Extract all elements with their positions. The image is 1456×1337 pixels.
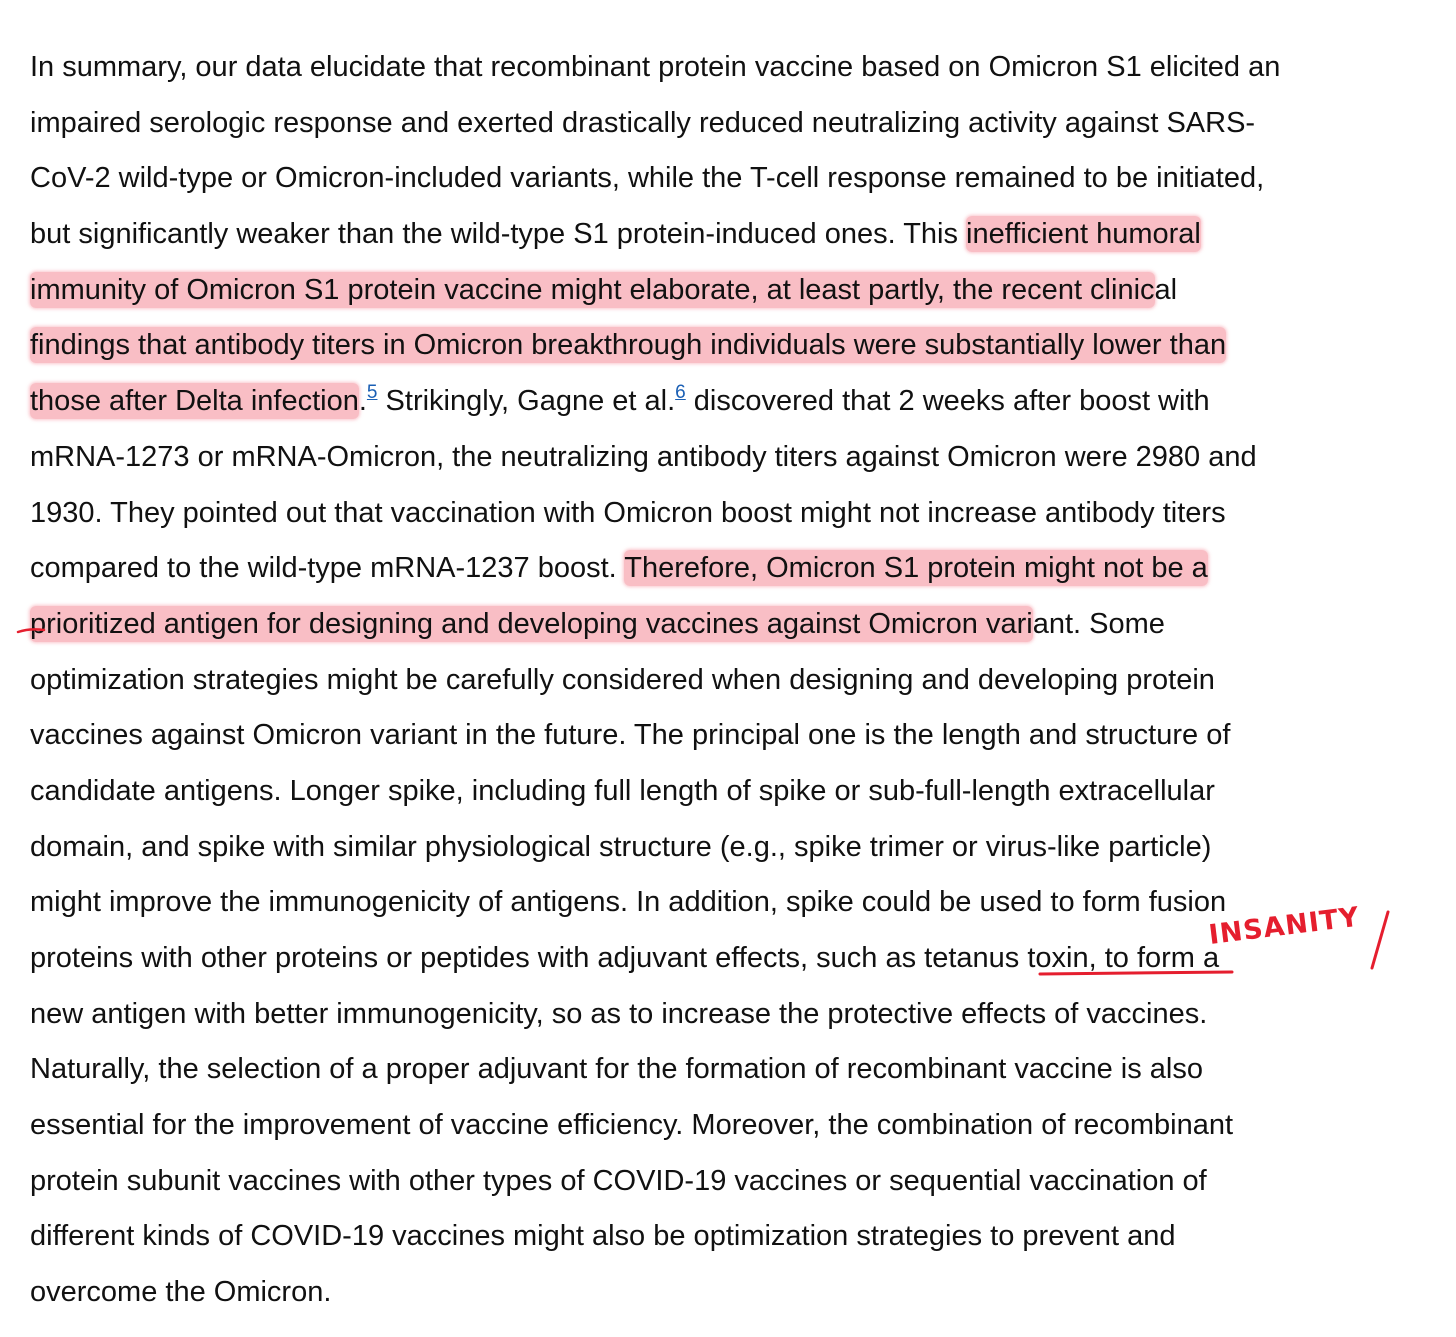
text-line (30, 708, 1430, 764)
text-run: overcome the Omicron. (30, 1276, 332, 1309)
text-line (30, 207, 1430, 263)
text-run: essential for the improvement of vaccine efficiency. Moreover, the combination of recombinant (30, 1109, 1234, 1142)
citation-link-5[interactable]: 5 (366, 382, 378, 404)
highlight: those after Delta infection (30, 385, 359, 418)
text-run: 1930. They pointed out that vaccination with Omicron boost might not increase antibody titers (30, 496, 1226, 529)
text-line (30, 374, 1430, 430)
highlight: inefficient humoral (966, 218, 1201, 251)
text-line (30, 931, 1430, 987)
text-run: , to form a (1088, 942, 1220, 974)
citation-link-6[interactable]: 6 (675, 382, 686, 404)
text-line (30, 430, 1430, 486)
text-line (30, 40, 1430, 96)
text-run: ant (1032, 607, 1074, 640)
text-run: different kinds of COVID-19 vaccines might also be optimization strategies to prevent and (30, 1220, 1176, 1253)
text-run: candidate antigens. Longer spike, including full length of spike or sub-full-length extracellular (30, 774, 1215, 807)
text-run: compared to the wild-type mRNA-1237 boost. (30, 552, 625, 585)
annotation-text: INSANITY (1207, 901, 1362, 951)
text-run: domain, and spike with similar physiological structure (e.g., spike trimer or virus-like particle) (30, 830, 1212, 863)
text-line (30, 486, 1430, 542)
text-line (30, 1042, 1430, 1098)
text-line (30, 820, 1430, 876)
text-line (30, 151, 1430, 207)
citation-6 (675, 382, 686, 403)
text-line (30, 653, 1430, 709)
text-run: al (1154, 273, 1178, 306)
text-run: impaired serologic response and exerted drastically reduced neutralizing activity against SARS- (30, 106, 1256, 139)
text-run: Strikingly, Gagne et al. (377, 385, 676, 418)
text-line (30, 541, 1430, 597)
text-run: vaccines against Omicron variant in the future. The principal one is the length and structure of (30, 719, 1231, 752)
text-line (30, 1265, 1430, 1321)
text-run: mRNA-1273 or mRNA-Omicron, the neutralizing antibody titers against Omicron were 2980 and (30, 440, 1257, 473)
text-run: optimization strategies might be carefully considered when designing and developing protein (30, 663, 1215, 696)
text-run: protein subunit vaccines with other types of COVID-19 vaccines or sequential vaccination of (30, 1164, 1207, 1197)
text-run: . Some (1073, 607, 1165, 640)
text-run: but significantly weaker than the wild-type S1 protein-induced ones. This (30, 218, 967, 251)
text-line (30, 1154, 1430, 1210)
highlight: immunity of Omicron S1 protein vaccine might elaborate, at least partly, the recent clinic (30, 273, 1155, 306)
text-line (30, 263, 1430, 319)
text-run: might improve the immunogenicity of antigens. In addition, spike could be used to form fusion (30, 886, 1227, 919)
text-run: discovered that 2 weeks after boost with (685, 385, 1210, 418)
text-line (30, 764, 1430, 820)
text-line (30, 1209, 1430, 1265)
text-line (30, 597, 1430, 653)
text-line (30, 987, 1430, 1043)
highlight: prioritized antigen for designing and developing vaccines against Omicron vari (30, 607, 1033, 640)
text-run: Naturally, the selection of a proper adjuvant for the formation of recombinant vaccine is also (30, 1053, 1203, 1086)
text-line (30, 96, 1430, 152)
highlight: Therefore, Omicron S1 protein might not be a (624, 552, 1208, 585)
text-run: CoV-2 wild-type or Omicron-included variants, while the T-cell response remained to be initiated, (30, 162, 1265, 195)
text-run: new antigen with better immunogenicity, so as to increase the protective effects of vaccines. (30, 997, 1208, 1030)
text-run: proteins with other proteins or peptides with adjuvant effects, such as (30, 942, 925, 974)
text-run: In summary, our data elucidate that recombinant protein vaccine based on Omicron S1 elicited an (30, 51, 1281, 83)
underlined-phrase: tetanus toxin (924, 942, 1089, 974)
text-line (30, 318, 1430, 374)
text-run: . (358, 385, 367, 418)
text-line (30, 1098, 1430, 1154)
text-line (30, 875, 1430, 931)
summary-paragraph (30, 40, 1430, 1321)
highlight: findings that antibody titers in Omicron breakthrough individuals were substantially lower than (30, 329, 1227, 362)
citation-5 (367, 382, 378, 403)
